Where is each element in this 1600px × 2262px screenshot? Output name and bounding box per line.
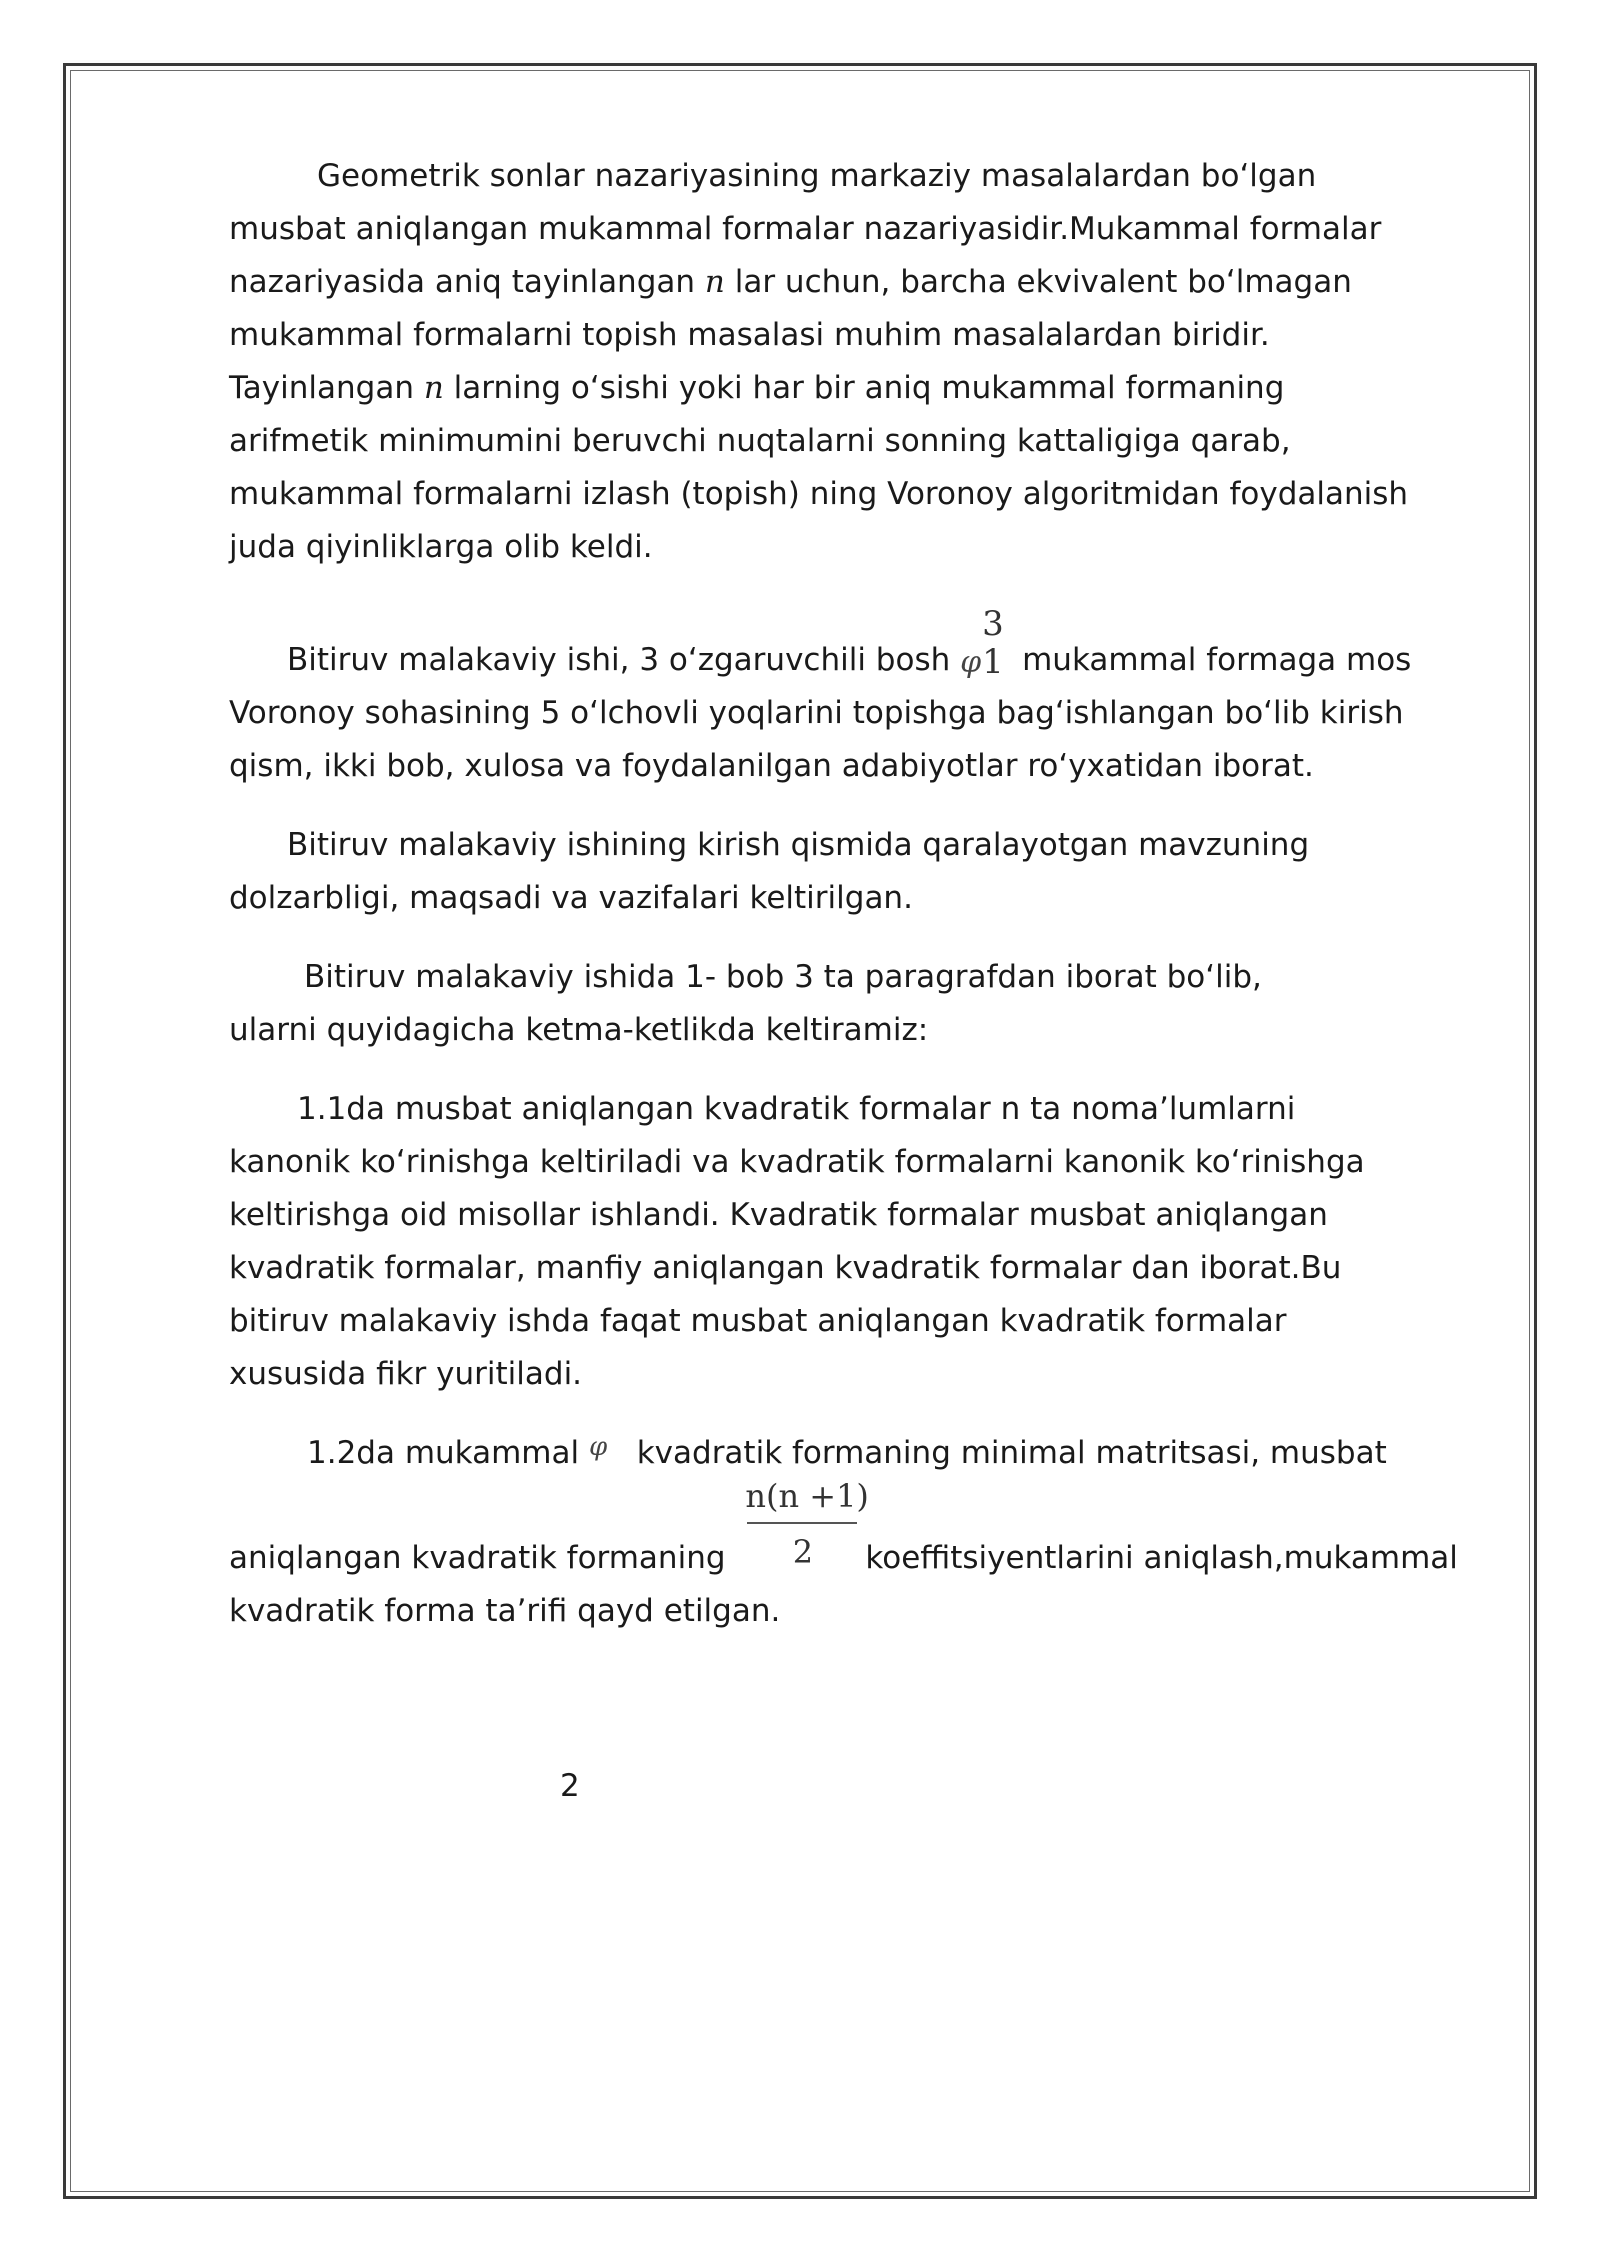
text-line: keltirishga oid misollar ishlandi. Kvadratik formalar musbat aniqlangan [229,1197,1328,1233]
text-line: xususida fikr yuritiladi. [229,1356,583,1392]
text-line: Voronoy sohasining 5 o‘lchovli yoqlarini topishga bag‘ishlangan bo‘lib kirish [229,695,1404,731]
paragraph-6 [229,1427,1484,1638]
phi-subscript: 1 [982,642,1004,682]
paragraph-3 [229,819,1484,925]
text-segment: aniqlangan kvadratik formaning [229,1540,736,1576]
text-line: Bitiruv malakaviy ishining kirish qismida qaralayotgan mavzuning [287,827,1310,863]
phi-symbol: φ [588,1432,608,1462]
text-segment: nazariyasida aniq tayinlangan [229,264,705,300]
text-line: mukammal formalarni izlash (topish) ning Voronoy algoritmidan foydalanish [229,476,1409,512]
text-segment: mukammal formaga mos [1022,642,1412,678]
text-line: arifmetik minimumini beruvchi nuqtalarni sonning kattaligiga qarab, [229,423,1291,459]
page-number: 2 [560,1768,580,1804]
phi-formula [960,604,1022,687]
text-line: Bitiruv malakaviy ishida 1- bob 3 ta paragrafdan iborat bo‘lib, [304,959,1262,995]
text-segment: Bitiruv malakaviy ishi, 3 o‘zgaruvchili bosh [287,642,961,678]
text-line [229,256,1484,309]
text-segment: koeffitsiyentlarini aniqlash,mukammal [865,1540,1458,1576]
text-line: kvadratik formalar, manfiy aniqlangan kvadratik formalar dan iborat.Bu [229,1250,1342,1286]
text-line: juda qiyinliklarga olib keldi. [229,529,653,565]
document-body [229,150,1484,1638]
text-line: musbat aniqlangan mukammal formalar nazariyasidir.Mukammal formalar [229,211,1382,247]
text-line: kanonik ko‘rinishga keltiriladi va kvadratik formalarni kanonik ko‘rinishga [229,1144,1365,1180]
text-segment: Tayinlangan [229,370,424,406]
fraction-formula [735,1477,869,1585]
fraction-denominator: 2 [792,1533,814,1571]
phi-superscript: 3 [982,604,1004,644]
fraction-bar [747,1522,857,1524]
text-line: Geometrik sonlar nazariyasining markaziy masalalardan bo‘lgan [317,158,1317,194]
paragraph-2 [229,604,1484,793]
text-segment: 1.2da mukammal [307,1435,589,1471]
paragraph-1 [229,150,1484,574]
text-line: qism, ikki bob, xulosa va foydalanilgan adabiyotlar ro‘yxatidan iborat. [229,748,1314,784]
math-variable: n [423,370,444,406]
math-variable: n [704,264,725,300]
paragraph-5 [229,1083,1484,1401]
text-line [229,604,1484,687]
text-line: bitiruv malakaviy ishda faqat musbat aniqlangan kvadratik formalar [229,1303,1287,1339]
text-line: dolzarbligi, maqsadi va vazifalari keltirilgan. [229,880,913,916]
text-segment: larning o‘sishi yoki har bir aniq mukammal formaning [443,370,1285,406]
fraction-numerator: n(n +1) [745,1477,869,1515]
text-line [229,362,1484,415]
text-line: 1.1da musbat aniqlangan kvadratik formalar n ta noma’lumlarni [297,1091,1296,1127]
text-line: ularni quyidagicha ketma-ketlikda keltiramiz: [229,1012,929,1048]
text-segment: lar uchun, barcha ekvivalent bo‘lmagan [724,264,1352,300]
phi-symbol: φ [960,645,982,680]
paragraph-4 [229,951,1484,1057]
text-line: mukammal formalarni topish masalasi muhim masalalardan biridir. [229,317,1270,353]
text-segment: kvadratik formaning minimal matritsasi, musbat [636,1435,1387,1471]
text-line: kvadratik forma ta’rifi qayd etilgan. [229,1593,781,1629]
text-line [229,1477,1484,1585]
